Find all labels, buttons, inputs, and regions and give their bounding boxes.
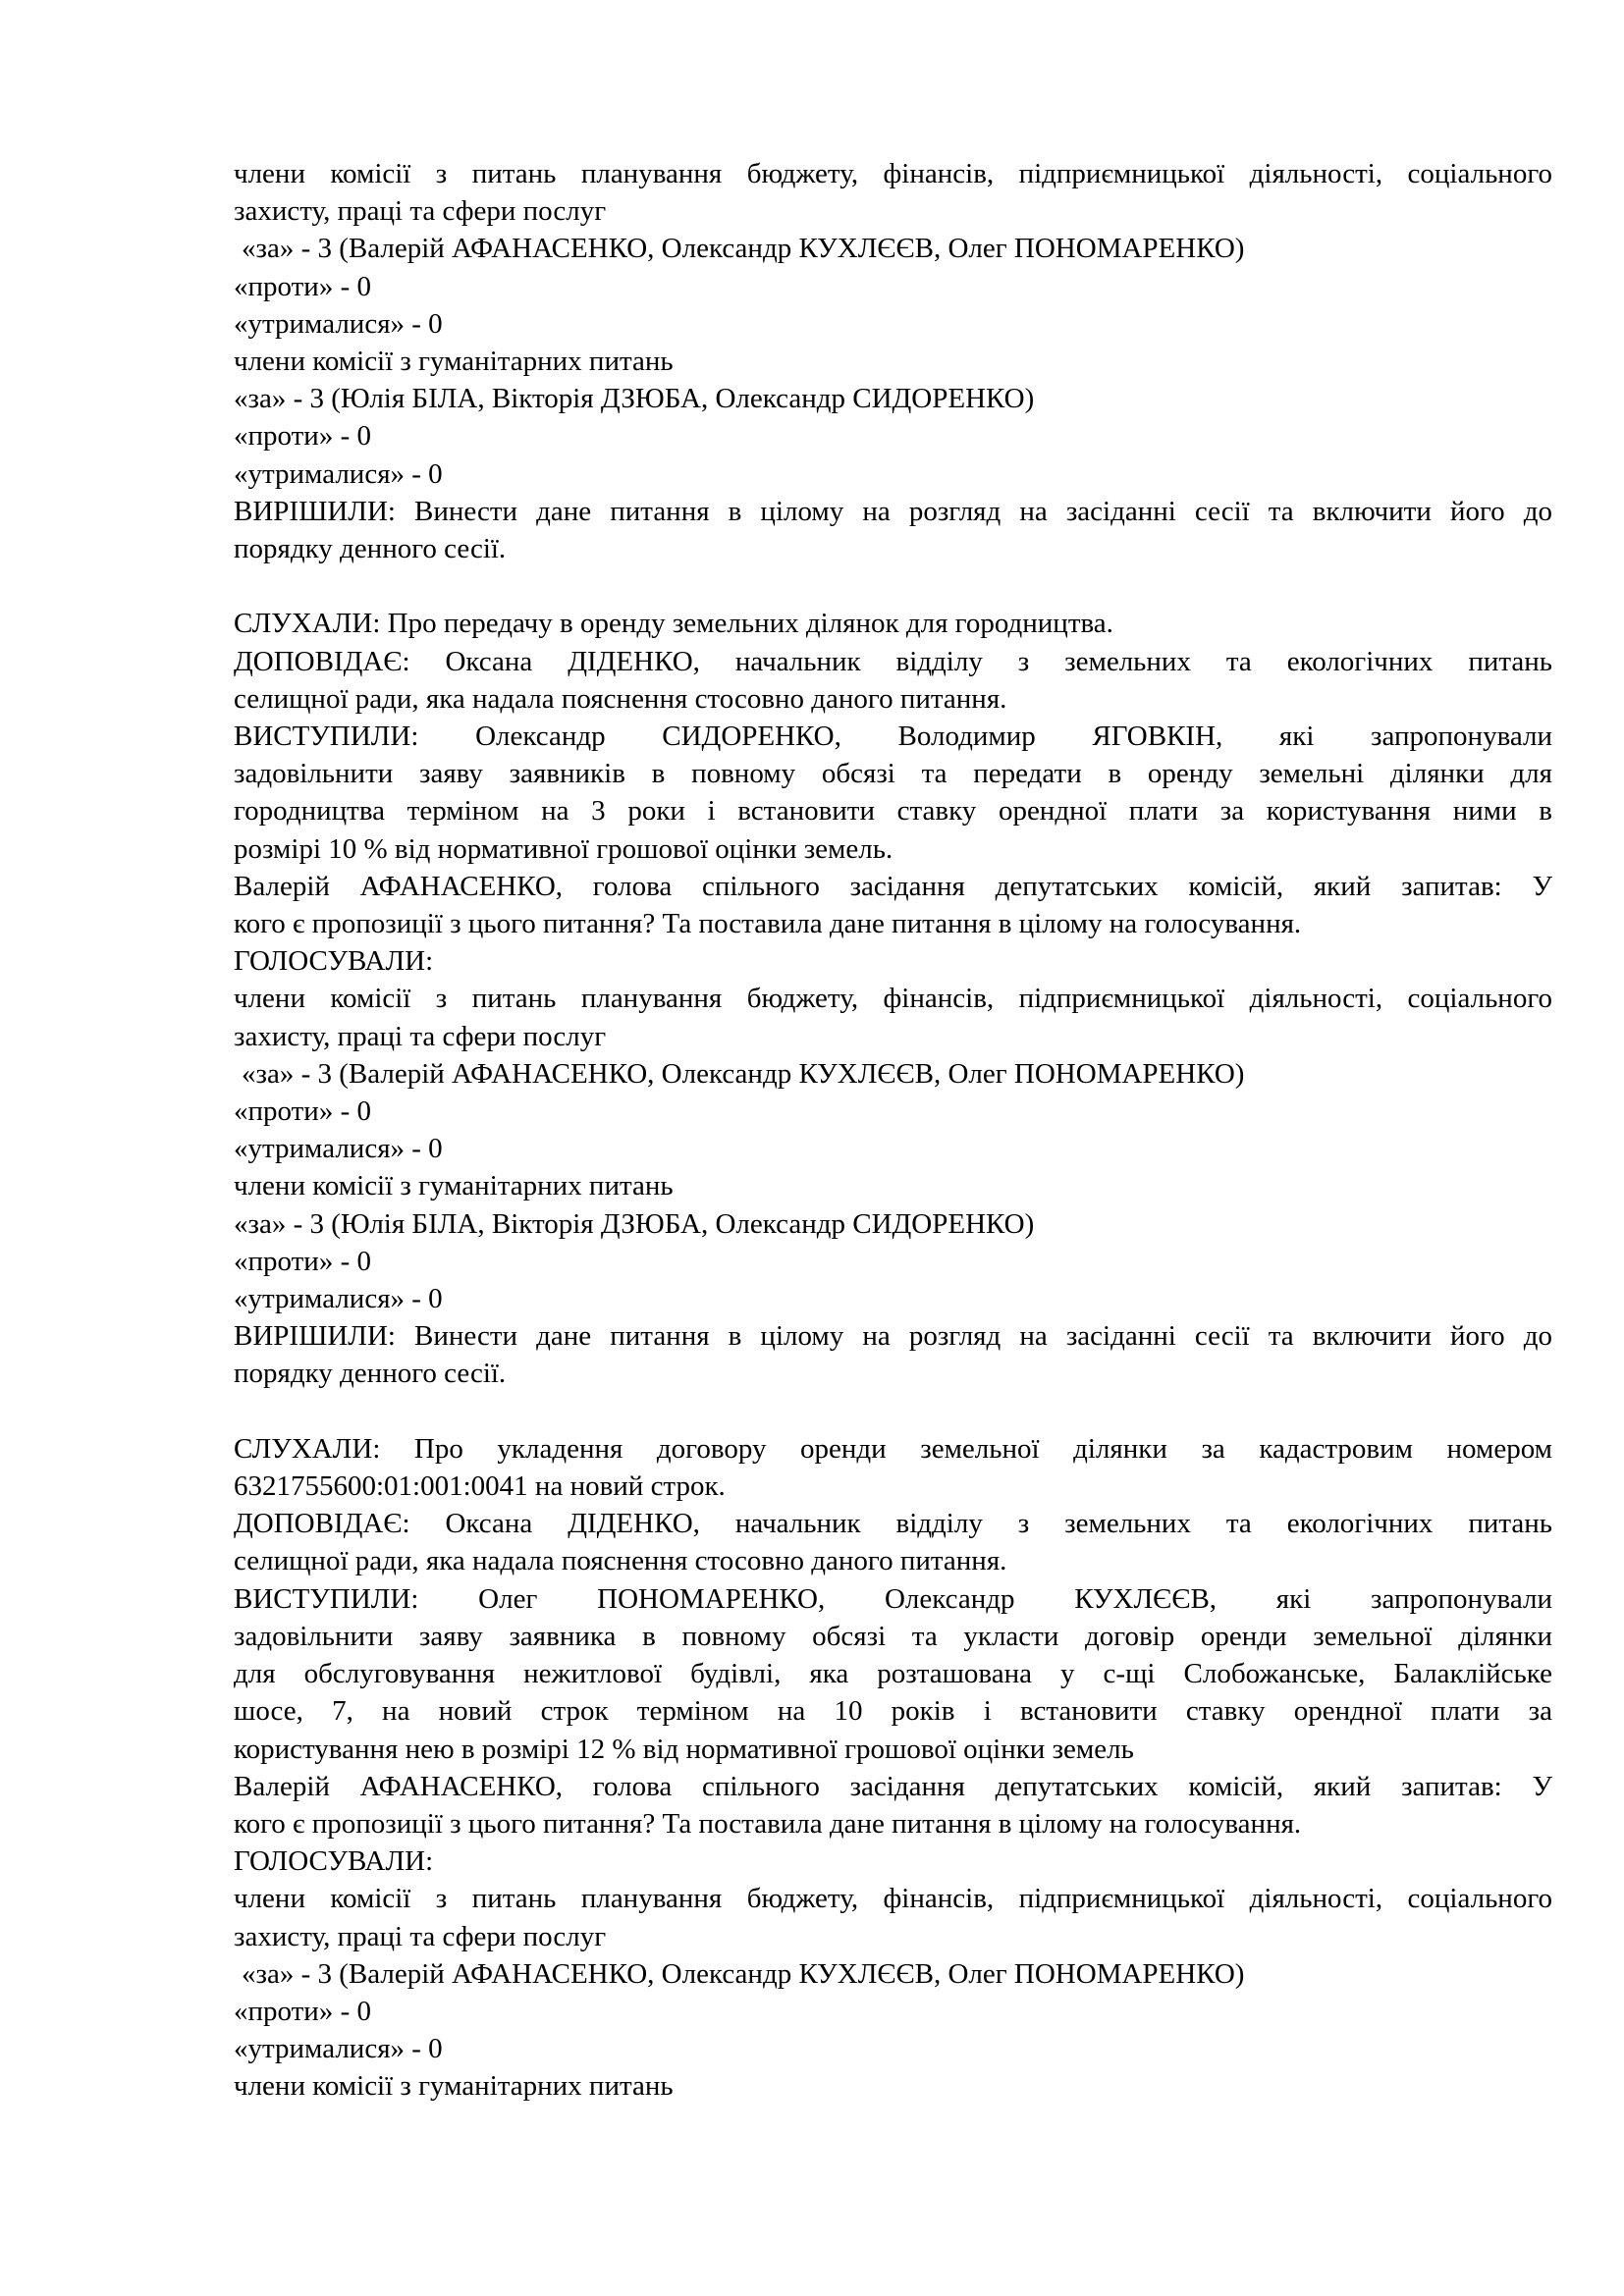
- section-1: [234, 155, 1552, 567]
- budget-vote-for: «за» - 3 (Валерій АФАНАСЕНКО, Олександр КУХЛЄЄВ, Олег ПОНОМАРЕНКО): [242, 1057, 1245, 1090]
- chair-statement-cont: кого є пропозиції з цього питання? Та поставила дане питання в цілому на голосування.: [234, 1807, 1302, 1840]
- chair-statement: Валерій АФАНАСЕНКО, голова спільного засідання депутатських комісій, який запитав: У: [234, 870, 1552, 902]
- humanitarian-vote-abstained: «утрималися» - 0: [234, 457, 443, 490]
- humanitarian-committee-members: члени комісії з гуманітарних питань: [234, 346, 674, 378]
- budget-vote-against: «проти» - 0: [234, 270, 371, 302]
- paragraph-gap: [234, 1393, 1552, 1430]
- decision: ВИРІШИЛИ: Винести дане питання в цілому на розгляд на засіданні сесії та включити його до: [234, 1320, 1552, 1353]
- decision: ВИРІШИЛИ: Винести дане питання в цілому на розгляд на засіданні сесії та включити його до: [234, 495, 1552, 527]
- speakers-cont-2: для обслуговування нежитлової будівлі, яка розташована у с-щі Слобожанське, Балаклійське: [234, 1658, 1552, 1690]
- heard-item-cont: 6321755600:01:001:0041 на новий строк.: [234, 1470, 726, 1503]
- speakers-cont-4: користування нею в розмірі 12 % від нормативної грошової оцінки земель: [234, 1733, 1134, 1765]
- reporter: ДОПОВІДАЄ: Оксана ДІДЕНКО, начальник відділу з земельних та екологічних питань: [234, 645, 1552, 677]
- budget-committee-members-cont: захисту, праці та сфери послуг: [234, 1020, 607, 1052]
- paragraph-gap: [234, 567, 1552, 605]
- reporter-cont: селищної ради, яка надала пояснення стосовно даного питання.: [234, 682, 1007, 715]
- speakers-cont-1: задовільнити заяву заявників в повному обсязі та передати в оренду земельні ділянки для: [234, 758, 1552, 790]
- humanitarian-vote-against: «проти» - 0: [234, 1245, 371, 1277]
- heard-item: СЛУХАЛИ: Про передачу в оренду земельних ділянок для городництва.: [234, 608, 1113, 640]
- voted-heading: ГОЛОСУВАЛИ:: [234, 945, 434, 978]
- humanitarian-vote-for: «за» - 3 (Юлія БІЛА, Вікторія ДЗЮБА, Олександр СИДОРЕНКО): [234, 383, 1035, 415]
- humanitarian-committee-members: члени комісії з гуманітарних питань: [234, 2070, 674, 2103]
- reporter: ДОПОВІДАЄ: Оксана ДІДЕНКО, начальник відділу з земельних та екологічних питань: [234, 1508, 1552, 1540]
- decision-cont: порядку денного сесії.: [234, 1358, 507, 1390]
- budget-committee-members: члени комісії з питань планування бюджету, фінансів, підприємницької діяльності, соціального: [234, 983, 1552, 1015]
- speakers-cont-3: розмірі 10 % від нормативної грошової оцінки земель.: [234, 832, 893, 865]
- humanitarian-vote-abstained: «утрималися» - 0: [234, 1283, 443, 1315]
- chair-statement: Валерій АФАНАСЕНКО, голова спільного засідання депутатських комісій, який запитав: У: [234, 1770, 1552, 1802]
- budget-committee-members: члени комісії з питань планування бюджету, фінансів, підприємницької діяльності, соціального: [234, 158, 1552, 189]
- humanitarian-committee-members: члени комісії з гуманітарних питань: [234, 1170, 674, 1202]
- humanitarian-vote-against: «проти» - 0: [234, 420, 371, 453]
- section-3: [234, 1430, 1552, 2106]
- budget-vote-for: «за» - 3 (Валерій АФАНАСЕНКО, Олександр КУХЛЄЄВ, Олег ПОНОМАРЕНКО): [242, 1957, 1245, 1990]
- section-2: [234, 605, 1552, 1392]
- speakers-cont-3: шосе, 7, на новий строк терміном на 10 років і встановити ставку орендної плати за: [234, 1695, 1552, 1728]
- heard-item: СЛУХАЛИ: Про укладення договору оренди земельної ділянки за кадастровим номером: [234, 1432, 1552, 1465]
- speakers: ВИСТУПИЛИ: Олег ПОНОМАРЕНКО, Олександр КУХЛЄЄВ, які запропонували: [234, 1582, 1552, 1615]
- budget-committee-members-cont: захисту, праці та сфери послуг: [234, 195, 607, 228]
- budget-vote-for: «за» - 3 (Валерій АФАНАСЕНКО, Олександр КУХЛЄЄВ, Олег ПОНОМАРЕНКО): [242, 233, 1245, 265]
- budget-vote-abstained: «утрималися» - 0: [234, 307, 443, 340]
- reporter-cont: селищної ради, яка надала пояснення стосовно даного питання.: [234, 1545, 1007, 1577]
- budget-committee-members: члени комісії з питань планування бюджету, фінансів, підприємницької діяльності, соціального: [234, 1883, 1552, 1915]
- decision-cont: порядку денного сесії.: [234, 533, 507, 565]
- budget-committee-members-cont: захисту, праці та сфери послуг: [234, 1920, 607, 1952]
- budget-vote-abstained: «утрималися» - 0: [234, 1133, 443, 1165]
- speakers: ВИСТУПИЛИ: Олександр СИДОРЕНКО, Володимир ЯГОВКІН, які запропонували: [234, 721, 1552, 753]
- speakers-cont-2: городництва терміном на 3 роки і встановити ставку орендної плати за користування ними в: [234, 795, 1552, 828]
- budget-vote-against: «проти» - 0: [234, 1995, 371, 2027]
- document-page: [234, 155, 1552, 2106]
- budget-vote-abstained: «утрималися» - 0: [234, 2033, 443, 2065]
- chair-statement-cont: кого є пропозиції з цього питання? Та поставила дане питання в цілому на голосування.: [234, 908, 1302, 940]
- speakers-cont-1: задовільнити заяву заявника в повному обсязі та укласти договір оренди земельної ділянки: [234, 1620, 1552, 1652]
- budget-vote-against: «проти» - 0: [234, 1095, 371, 1128]
- voted-heading: ГОЛОСУВАЛИ:: [234, 1845, 434, 1878]
- humanitarian-vote-for: «за» - 3 (Юлія БІЛА, Вікторія ДЗЮБА, Олександр СИДОРЕНКО): [234, 1207, 1035, 1240]
